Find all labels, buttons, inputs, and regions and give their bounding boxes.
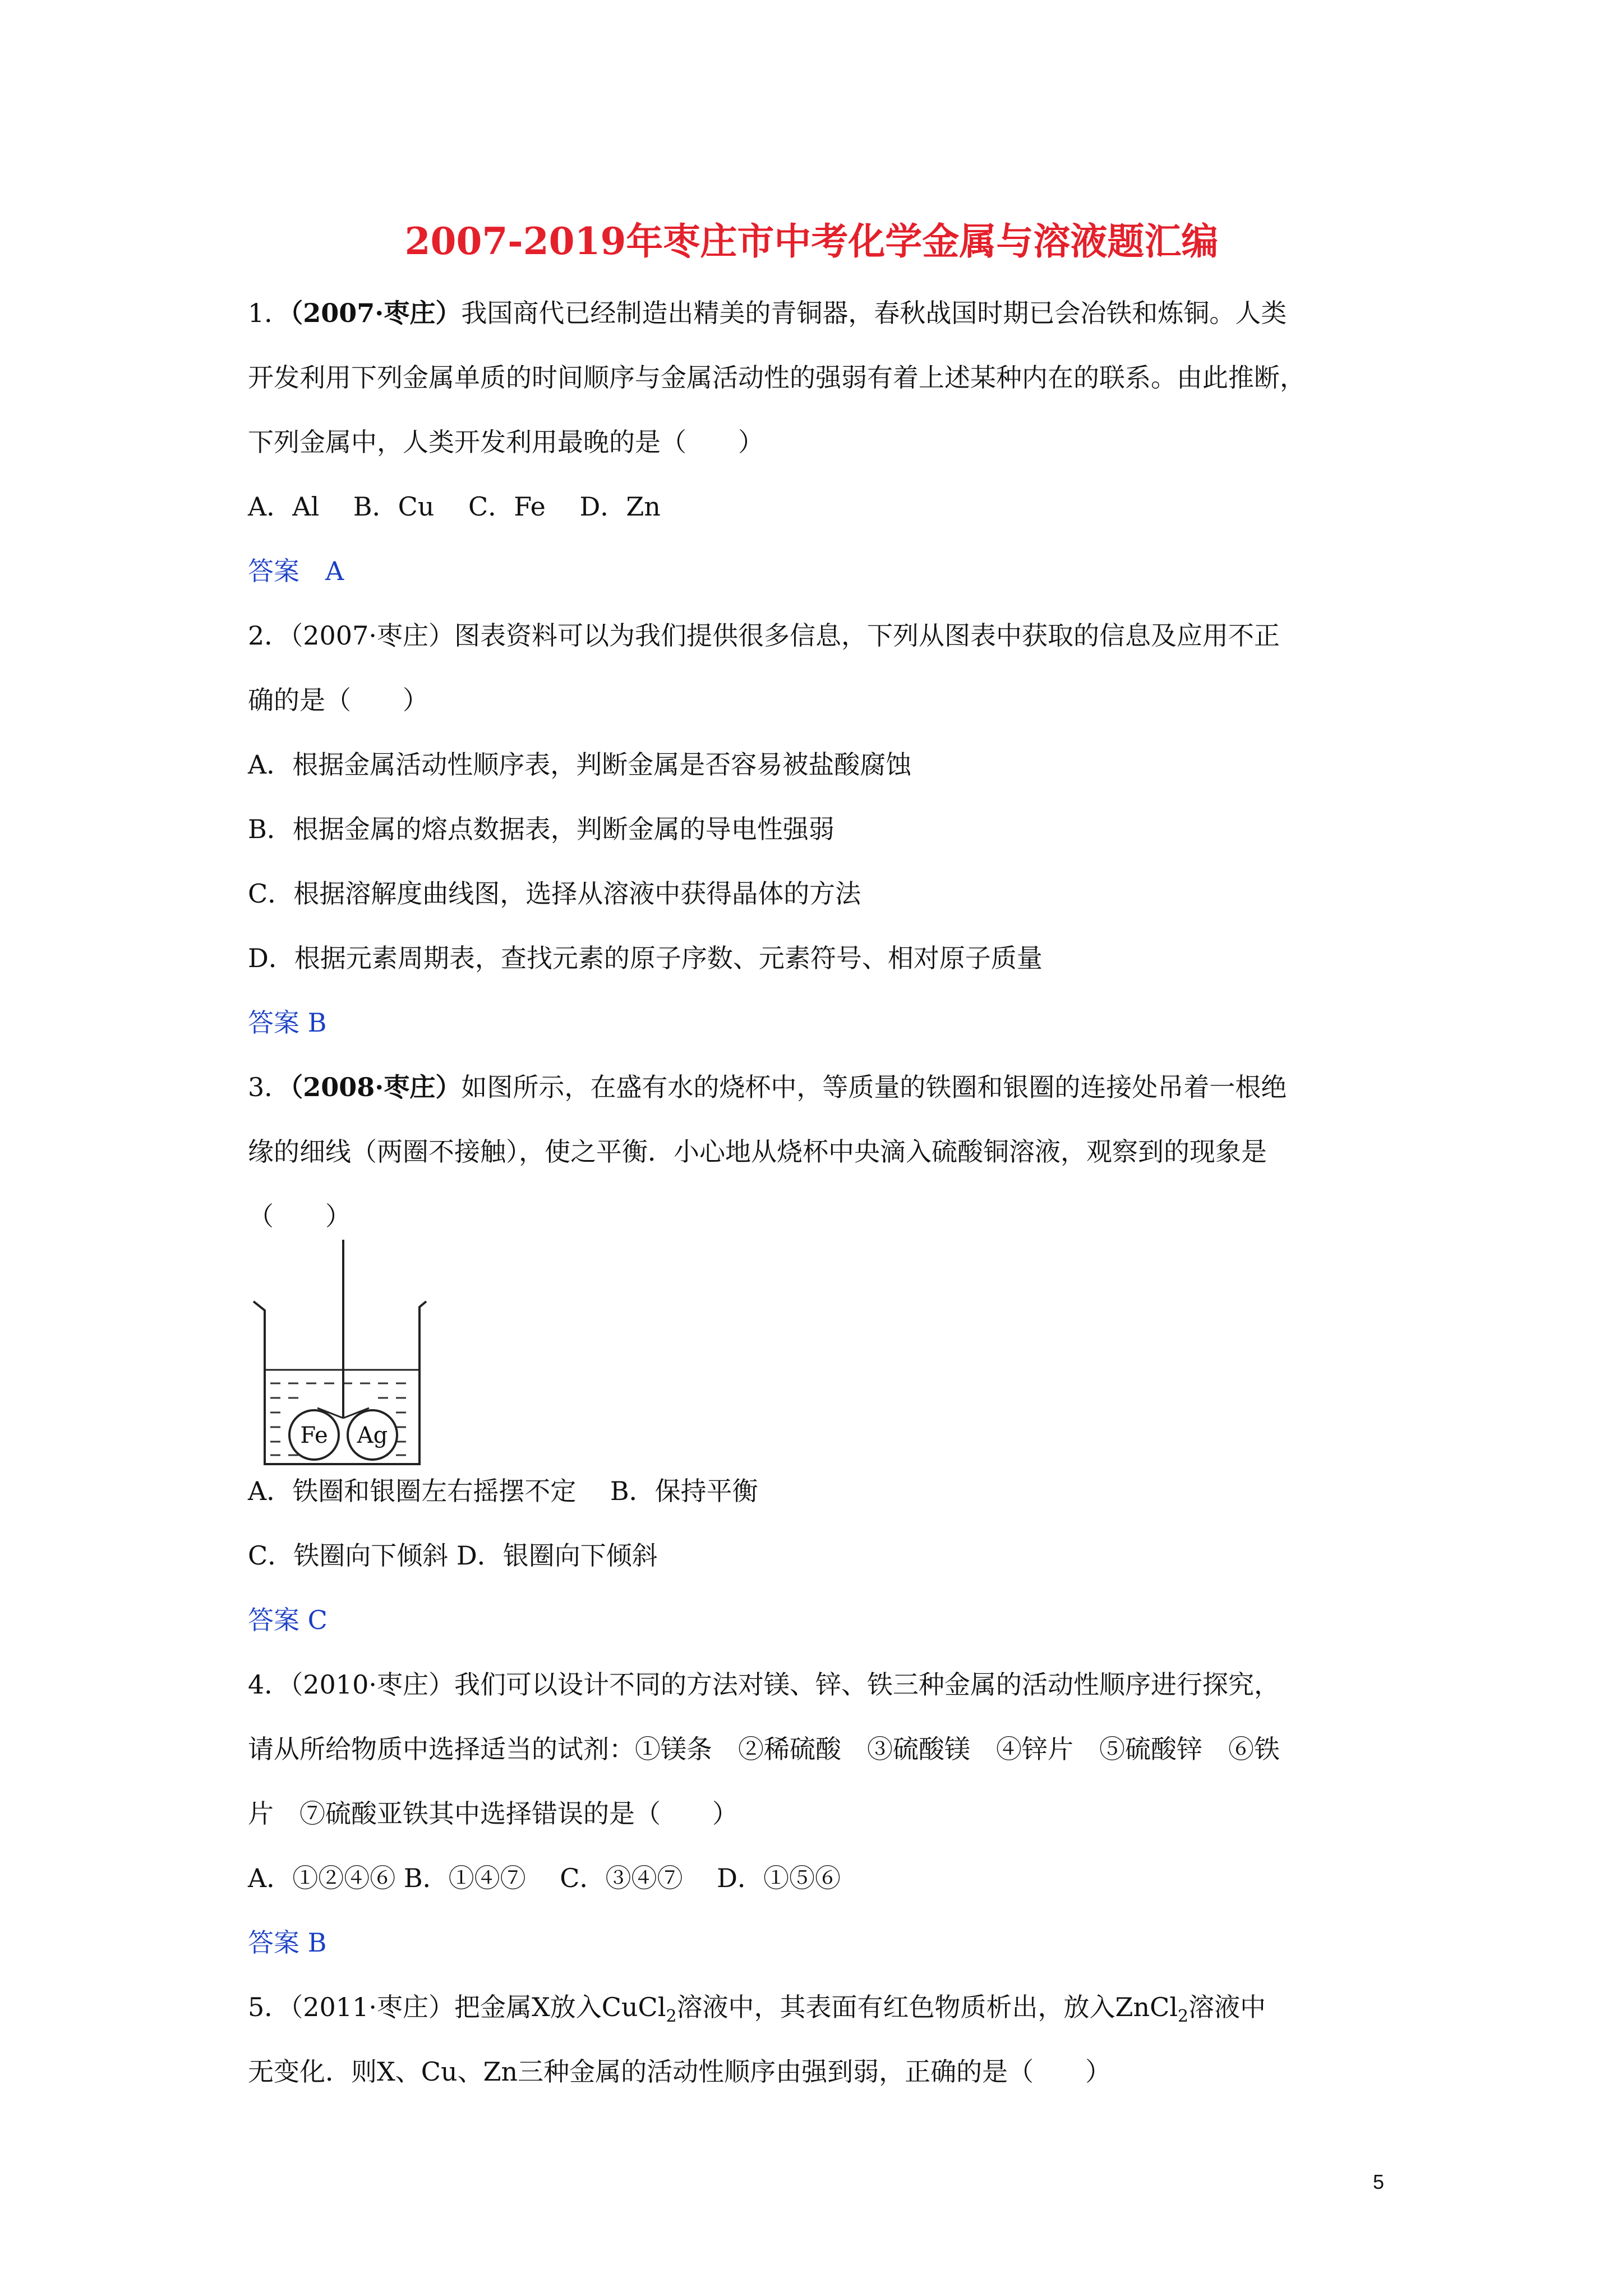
q1-line2: 开发利用下列金属单质的时间顺序与金属活动性的强弱有着上述某种内在的联系。由此推断， — [248, 362, 1306, 393]
q3-source: （2008·枣庄） — [290, 1072, 462, 1102]
q4-line2: 请从所给物质中选择适当的试剂：①镁条 ②稀硫酸 ③硫酸镁 ④锌片 ⑤硫酸锌 ⑥铁 — [248, 1734, 1280, 1764]
q5-subscript-2: 2 — [1178, 2007, 1189, 2026]
q4-options: A．①②④⑥ B．①④⑦ C．③④⑦ D．①⑤⑥ — [248, 1863, 841, 1893]
page-number: 5 — [1373, 2170, 1385, 2193]
q2-line1: 2．（2007·枣庄）图表资料可以为我们提供很多信息，下列从图表中获取的信息及应用不正 — [248, 620, 1280, 651]
q2-answer: 答案 B — [248, 1007, 327, 1038]
q5-text-c: 溶液中 — [1188, 1992, 1266, 2022]
q5-subscript-1: 2 — [666, 2007, 677, 2026]
q1-line1 — [248, 296, 1287, 330]
q1-options: A．Al B．Cu C．Fe D．Zn — [248, 491, 661, 522]
q3-answer: 答案 C — [248, 1605, 328, 1635]
q4-line3: 片 ⑦硫酸亚铁其中选择错误的是（ ） — [248, 1798, 738, 1829]
q4-answer: 答案 B — [248, 1927, 327, 1958]
beaker-figure — [248, 1240, 427, 1475]
q5-line1 — [248, 1990, 1266, 2028]
q1-number: 1． — [248, 298, 291, 328]
q3-number: 3． — [248, 1072, 291, 1102]
q1-answer: 答案 A — [248, 556, 344, 586]
page-title: 2007-2019年枣庄市中考化学金属与溶液题汇编 — [404, 219, 1219, 263]
q5-line2: 无变化．则X、Cu、Zn三种金属的活动性顺序由强到弱，正确的是（ ） — [248, 2056, 1112, 2087]
q3-options-ab: A．铁圈和银圈左右摇摆不定 B．保持平衡 — [248, 1476, 758, 1506]
q3-line3: （ ） — [248, 1201, 351, 1231]
q4-line1: 4．（2010·枣庄）我们可以设计不同的方法对镁、锌、铁三种金属的活动性顺序进行探究， — [248, 1669, 1280, 1700]
iron-label: Fe — [300, 1423, 328, 1448]
q3-line1 — [248, 1070, 1287, 1104]
q5-text-a: 5．（2011·枣庄）把金属X放入CuCl — [248, 1992, 666, 2022]
q2-option-c: C．根据溶解度曲线图，选择从溶液中获得晶体的方法 — [248, 878, 861, 909]
q2-option-d: D．根据元素周期表，查找元素的原子序数、元素符号、相对原子质量 — [248, 943, 1043, 973]
q1-text-1: 我国商代已经制造出精美的青铜器，春秋战国时期已会冶铁和炼铜。人类 — [461, 298, 1287, 328]
q3-options-cd: C．铁圈向下倾斜 D．银圈向下倾斜 — [248, 1540, 658, 1571]
q3-text-1: 如图所示，在盛有水的烧杯中，等质量的铁圈和银圈的连接处吊着一根绝 — [461, 1072, 1287, 1102]
q2-line2: 确的是（ ） — [248, 685, 428, 715]
q2-option-a: A．根据金属活动性顺序表，判断金属是否容易被盐酸腐蚀 — [248, 749, 912, 780]
q3-line2: 缘的细线（两圈不接触），使之平衡．小心地从烧杯中央滴入硫酸铜溶液，观察到的现象是 — [248, 1137, 1267, 1167]
q2-option-b: B．根据金属的熔点数据表，判断金属的导电性强弱 — [248, 814, 834, 844]
q1-source: （2007·枣庄） — [290, 298, 462, 328]
q1-line3: 下列金属中，人类开发利用最晚的是（ ） — [248, 427, 764, 457]
silver-label: Ag — [357, 1423, 388, 1448]
q5-text-b: 溶液中，其表面有红色物质析出，放入ZnCl — [676, 1992, 1178, 2022]
